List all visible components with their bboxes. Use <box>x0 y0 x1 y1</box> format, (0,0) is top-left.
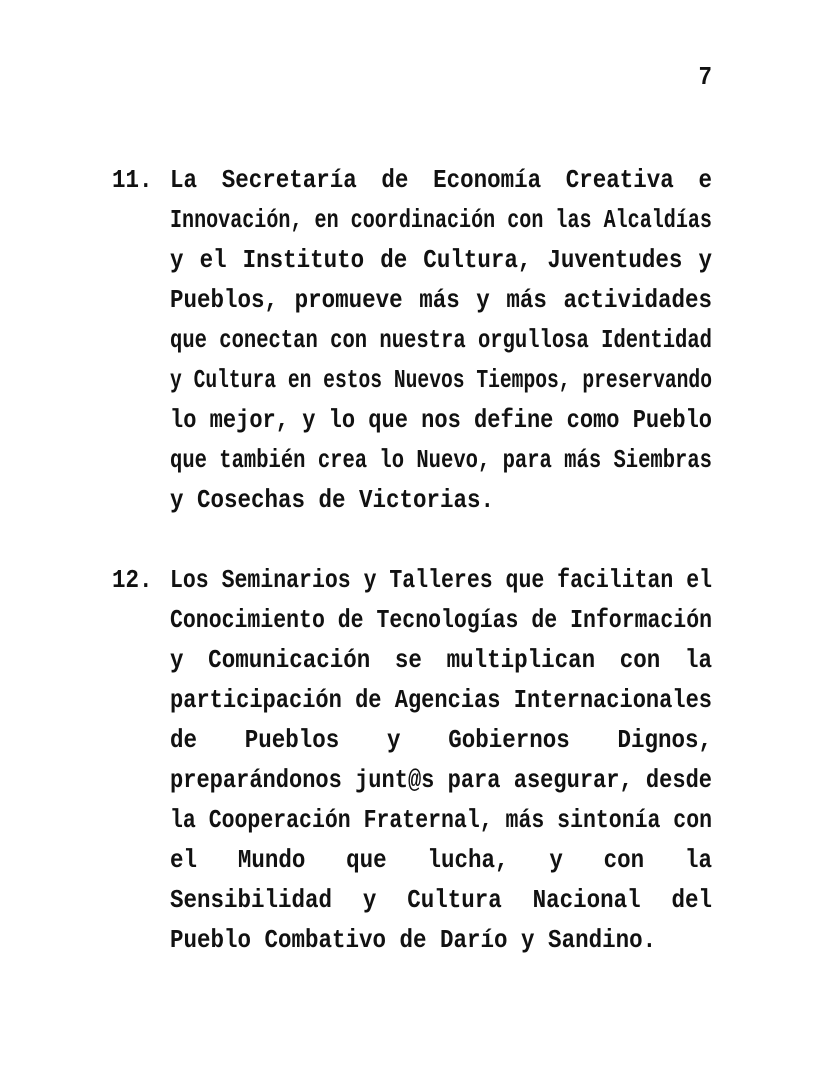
page-number <box>0 57 712 97</box>
text-line-run: Pueblo Combativo de Darío y Sandino. <box>170 925 657 955</box>
text-line <box>170 200 712 240</box>
text-line-run: Sensibilidad y Cultura Nacional del <box>170 885 712 915</box>
text-line <box>170 160 712 200</box>
page-number-text: 7 <box>698 62 712 92</box>
text-line-run: preparándonos junt@s para asegurar, desde <box>170 765 713 795</box>
paragraph-number <box>112 160 153 200</box>
text-line <box>170 320 712 360</box>
text-line <box>170 720 712 760</box>
text-line <box>170 360 712 400</box>
text-line <box>170 560 712 600</box>
text-line <box>170 600 712 640</box>
text-line-run: Innovación, en coordinación con las Alcaldías <box>170 205 712 235</box>
text-line-run: Pueblos, promueve más y más actividades <box>170 285 712 315</box>
text-line <box>170 880 712 920</box>
text-line-run: y Comunicación se multiplican con la <box>170 645 712 675</box>
numbered-paragraph <box>112 160 712 520</box>
text-line <box>170 240 712 280</box>
paragraph-text <box>170 160 712 520</box>
text-line <box>170 800 712 840</box>
text-line-run: que también crea lo Nuevo, para más Siembras <box>170 445 713 475</box>
numbered-paragraph <box>112 560 712 960</box>
text-line-run: la Cooperación Fraternal, más sintonía con <box>170 805 713 835</box>
text-line <box>170 680 712 720</box>
paragraph-number-text: 11. <box>112 165 153 195</box>
text-line-run: Conocimiento de Tecnologías de Información <box>170 605 713 635</box>
text-line <box>170 480 712 520</box>
paragraph-list <box>112 160 712 1000</box>
paragraph-number-text: 12. <box>112 565 153 595</box>
paragraph-text <box>170 560 712 960</box>
text-line <box>170 760 712 800</box>
text-line <box>170 840 712 880</box>
text-line-run: y el Instituto de Cultura, Juventudes y <box>170 245 712 275</box>
text-line-run: el Mundo que lucha, y con la <box>170 845 712 875</box>
text-line <box>170 280 712 320</box>
text-line <box>170 920 712 960</box>
text-line-run: que conectan con nuestra orgullosa Identidad <box>170 325 713 355</box>
text-line-run: Los Seminarios y Talleres que facilitan el <box>170 565 713 595</box>
text-line <box>170 640 712 680</box>
text-line-run: La Secretaría de Economía Creativa e <box>170 165 712 195</box>
text-line <box>170 440 712 480</box>
paragraph-number <box>112 560 153 600</box>
text-line-run: y Cosechas de Victorias. <box>170 485 495 515</box>
text-line-run: y Cultura en estos Nuevos Tiempos, preservando <box>170 365 712 395</box>
text-line-run: de Pueblos y Gobiernos Dignos, <box>170 725 712 755</box>
text-line <box>170 400 712 440</box>
text-line-run: lo mejor, y lo que nos define como Pueblo <box>170 405 713 435</box>
text-line-run: participación de Agencias Internacionales <box>170 685 713 715</box>
